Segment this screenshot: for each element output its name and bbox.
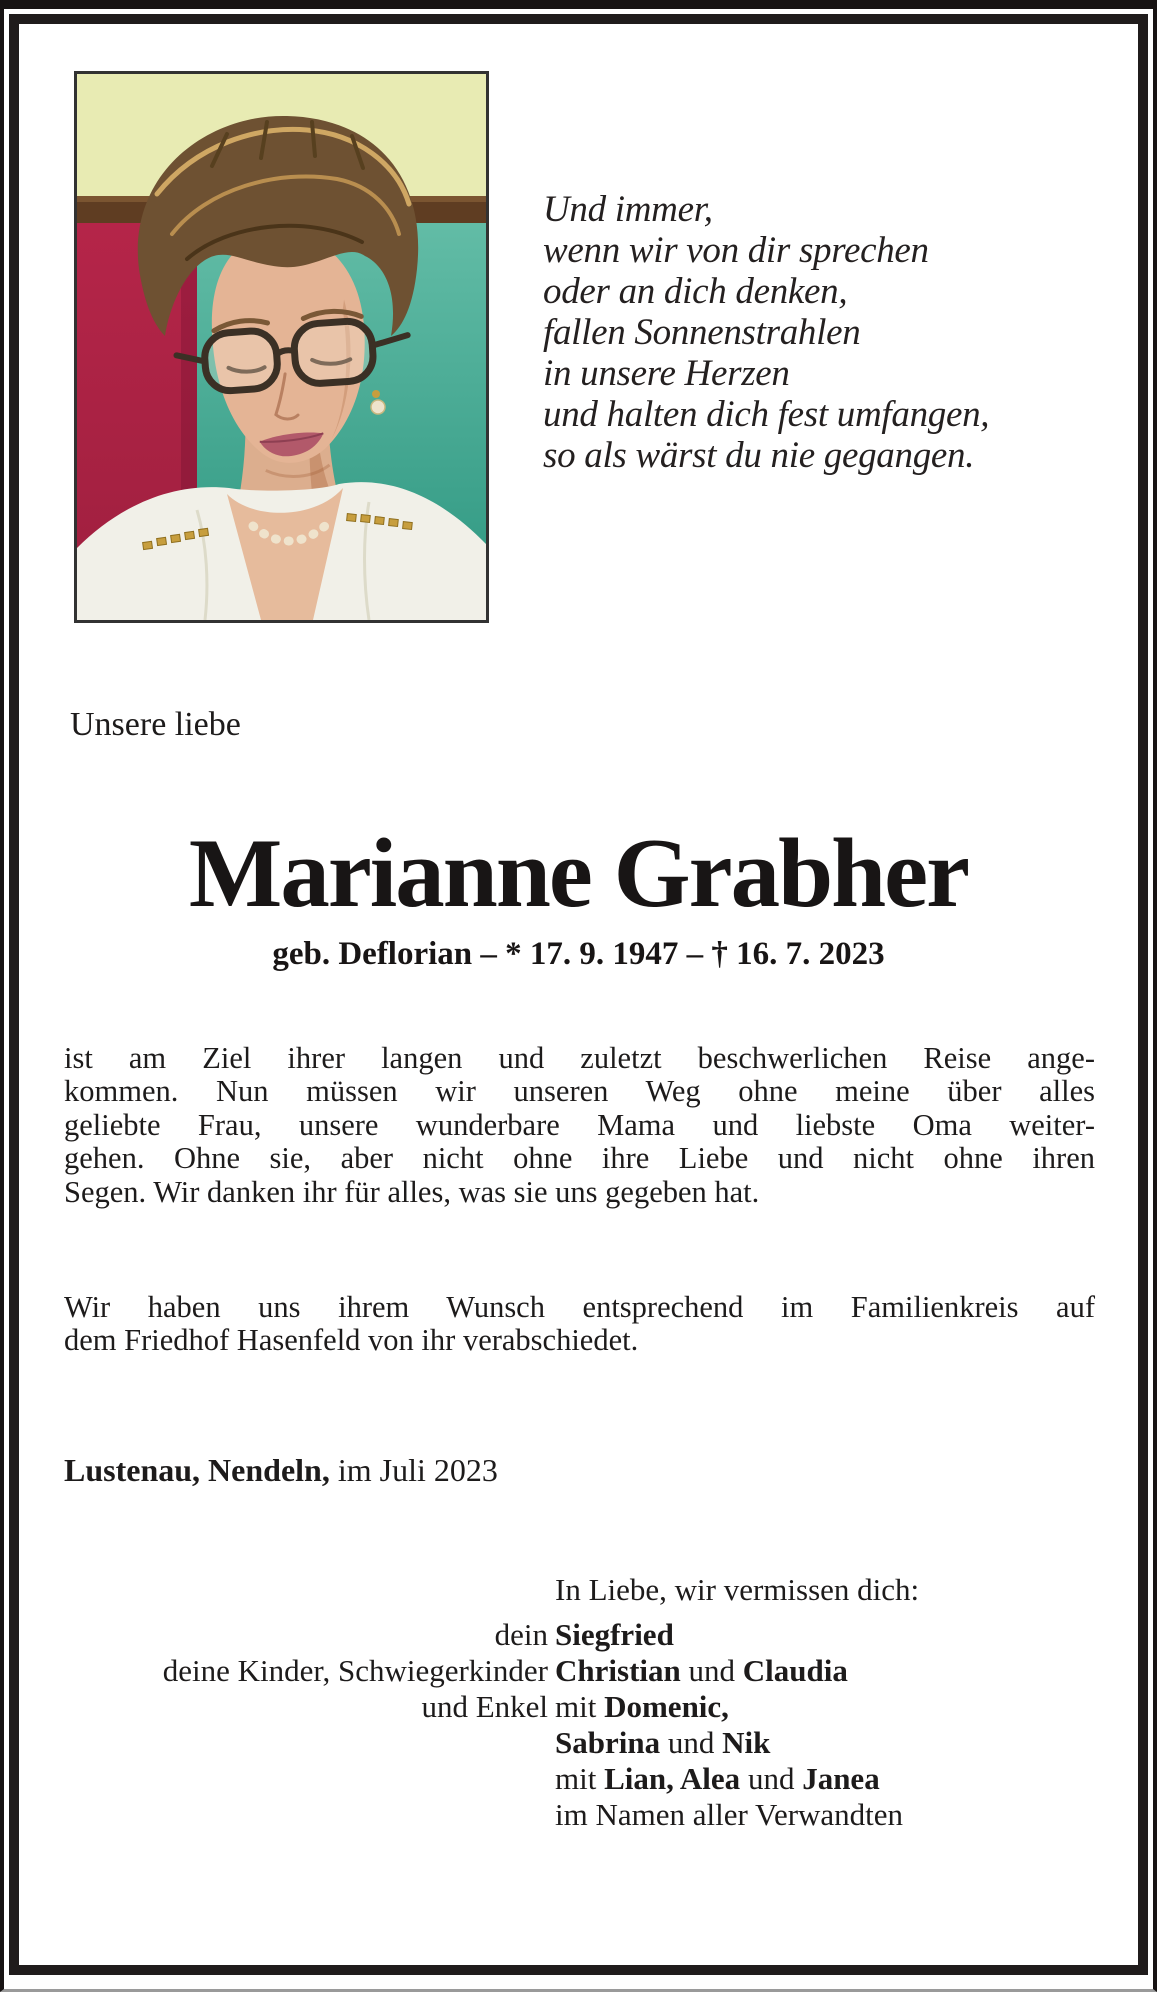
paragraph-line: Wir haben uns ihrem Wunsch entsprechend im Familienkreis auf xyxy=(64,1290,1095,1324)
paragraph-line: gehen. Ohne sie, aber nicht ohne ihre Liebe und nicht ohne ihren xyxy=(64,1141,1095,1176)
dateline xyxy=(64,1452,498,1489)
signature-block xyxy=(64,1572,1095,1833)
dateline-date: im Juli 2023 xyxy=(329,1452,498,1488)
poem-line: Und immer, xyxy=(543,189,713,230)
signature-row xyxy=(64,1725,1095,1761)
signature-connector: mit xyxy=(555,1761,605,1796)
signature-relation: und Enkel xyxy=(421,1689,548,1724)
intro-line: Unsere liebe xyxy=(70,706,241,743)
paragraph-line: dem Friedhof Hasenfeld von ihr verabschiedet. xyxy=(64,1323,639,1358)
poem-line: in unsere Herzen xyxy=(543,353,790,394)
portrait-photo xyxy=(74,71,489,623)
paragraph-line: Segen. Wir danken ihr für alles, was sie uns gegeben hat. xyxy=(64,1174,760,1209)
paragraph-line: geliebte Frau, unsere wunderbare Mama und liebste Oma weiter- xyxy=(64,1107,1095,1142)
signature-connector: und xyxy=(740,1761,803,1796)
signature-name: Sabrina xyxy=(555,1725,661,1760)
signature-connector: und xyxy=(680,1653,743,1688)
signature-row xyxy=(64,1761,1095,1797)
signature-row xyxy=(64,1689,1095,1725)
obituary-paragraph-2 xyxy=(64,1291,1095,1358)
poem-line: oder an dich denken, xyxy=(543,271,848,312)
signature-row xyxy=(64,1797,1095,1833)
signature-name: Christian xyxy=(555,1653,681,1688)
signature-row xyxy=(64,1617,1095,1653)
poem-line: wenn wir von dir sprechen xyxy=(543,230,929,271)
birth-death-line: geb. Deflorian – * 17. 9. 1947 – † 16. 7. 2023 xyxy=(272,936,885,972)
signature-row xyxy=(64,1653,1095,1689)
deceased-name: Marianne Grabher xyxy=(188,819,969,928)
paragraph-line: ist am Ziel ihrer langen und zuletzt beschwerlichen Reise ange- xyxy=(64,1041,1095,1075)
signature-name: Siegfried xyxy=(555,1617,674,1652)
farewell-line: In Liebe, wir vermissen dich: xyxy=(555,1572,920,1607)
signature-relation: deine Kinder, Schwiegerkinder xyxy=(162,1653,548,1688)
signature-name: Lian, Alea xyxy=(604,1761,741,1796)
signature-name: Janea xyxy=(802,1761,880,1796)
farewell-row xyxy=(64,1572,1095,1608)
paragraph-line: kommen. Nun müssen wir unseren Weg ohne meine über alles xyxy=(64,1074,1095,1109)
memorial-poem xyxy=(543,189,989,476)
poem-line: und halten dich fest umfangen, xyxy=(543,394,990,435)
signature-name: Domenic, xyxy=(604,1689,729,1724)
poem-line: fallen Sonnenstrahlen xyxy=(543,312,861,353)
poem-line: so als wärst du nie gegangen. xyxy=(543,435,975,476)
signature-connector: mit xyxy=(555,1689,605,1724)
signature-relation: dein xyxy=(494,1617,548,1652)
signature-name: Nik xyxy=(722,1725,771,1760)
dateline-places: Lustenau, Nendeln, xyxy=(64,1452,330,1488)
signature-name: Claudia xyxy=(742,1653,848,1688)
signature-connector: und xyxy=(660,1725,723,1760)
portrait-illustration xyxy=(77,74,486,620)
signature-closing: im Namen aller Verwandten xyxy=(555,1797,904,1832)
obituary-paragraph-1 xyxy=(64,1042,1095,1209)
